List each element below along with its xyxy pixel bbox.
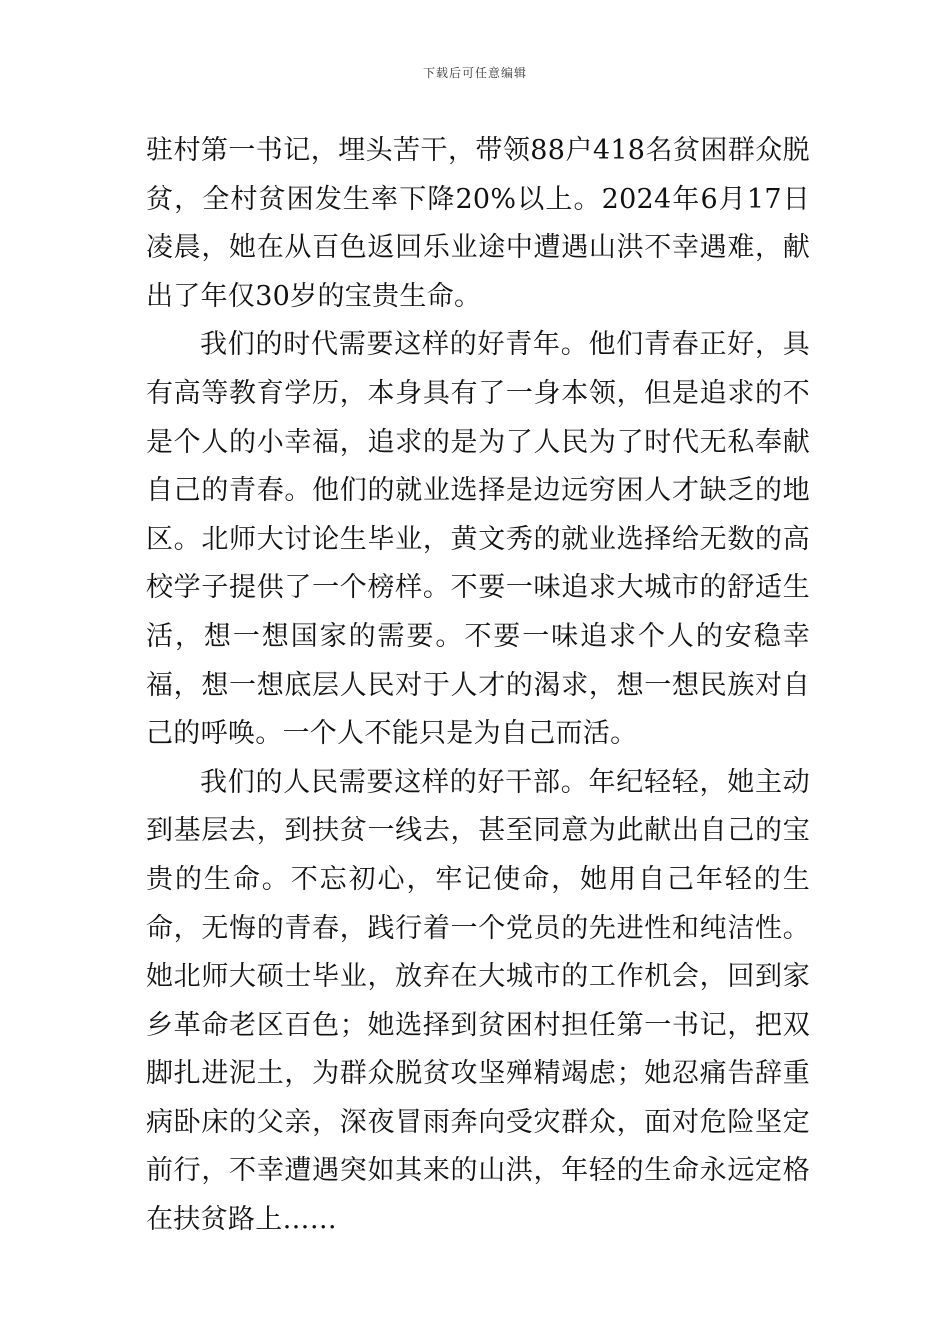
- page-header-note: 下载后可任意编辑: [422, 66, 527, 80]
- document-body: [146, 127, 810, 1245]
- paragraph-2: 我们的时代需要这样的好青年。他们青春正好，具有高等教育学历，本身具有了一身本领，但是追求的不是个人的小幸福，追求的是为了人民为了时代无私奉献自己的青春。他们的就业选择是边远穷困人才缺乏的地区。北师大讨论生毕业，黄文秀的就业选择给无数的高校学子提供了一个榜样。不要一味追求大城市的舒适生活，想一想国家的需要。不要一味追求个人的安稳幸福，想一想底层人民对于人才的渴求，想一想民族对自己的呼唤。一个人不能只是为自己而活。: [146, 329, 810, 750]
- paragraph-3: 我们的人民需要这样的好干部。年纪轻轻，她主动到基层去，到扶贫一线去，甚至同意为此献出自己的宝贵的生命。不忘初心，牢记使命，她用自己年轻的生命，无悔的青春，践行着一个党员的先进性和纯洁性。她北师大硕士毕业，放弃在大城市的工作机会，回到家乡革命老区百色；她选择到贫困村担任第一书记，把双脚扎进泥土，为群众脱贫攻坚殚精竭虑；她忍痛告辞重病卧床的父亲，深夜冒雨奔向受灾群众，面对危险坚定前行，不幸遭遇突如其来的山洪，年轻的生命永远定格在扶贫路上……: [146, 766, 810, 1236]
- paragraph-1: 驻村第一书记，埋头苦干，带领88户418名贫困群众脱贫，全村贫困发生率下降20%以上。2024年6月17日凌晨，她在从百色返回乐业途中遭遇山洪不幸遇难，献出了年仅30岁的宝贵生命。: [146, 135, 810, 312]
